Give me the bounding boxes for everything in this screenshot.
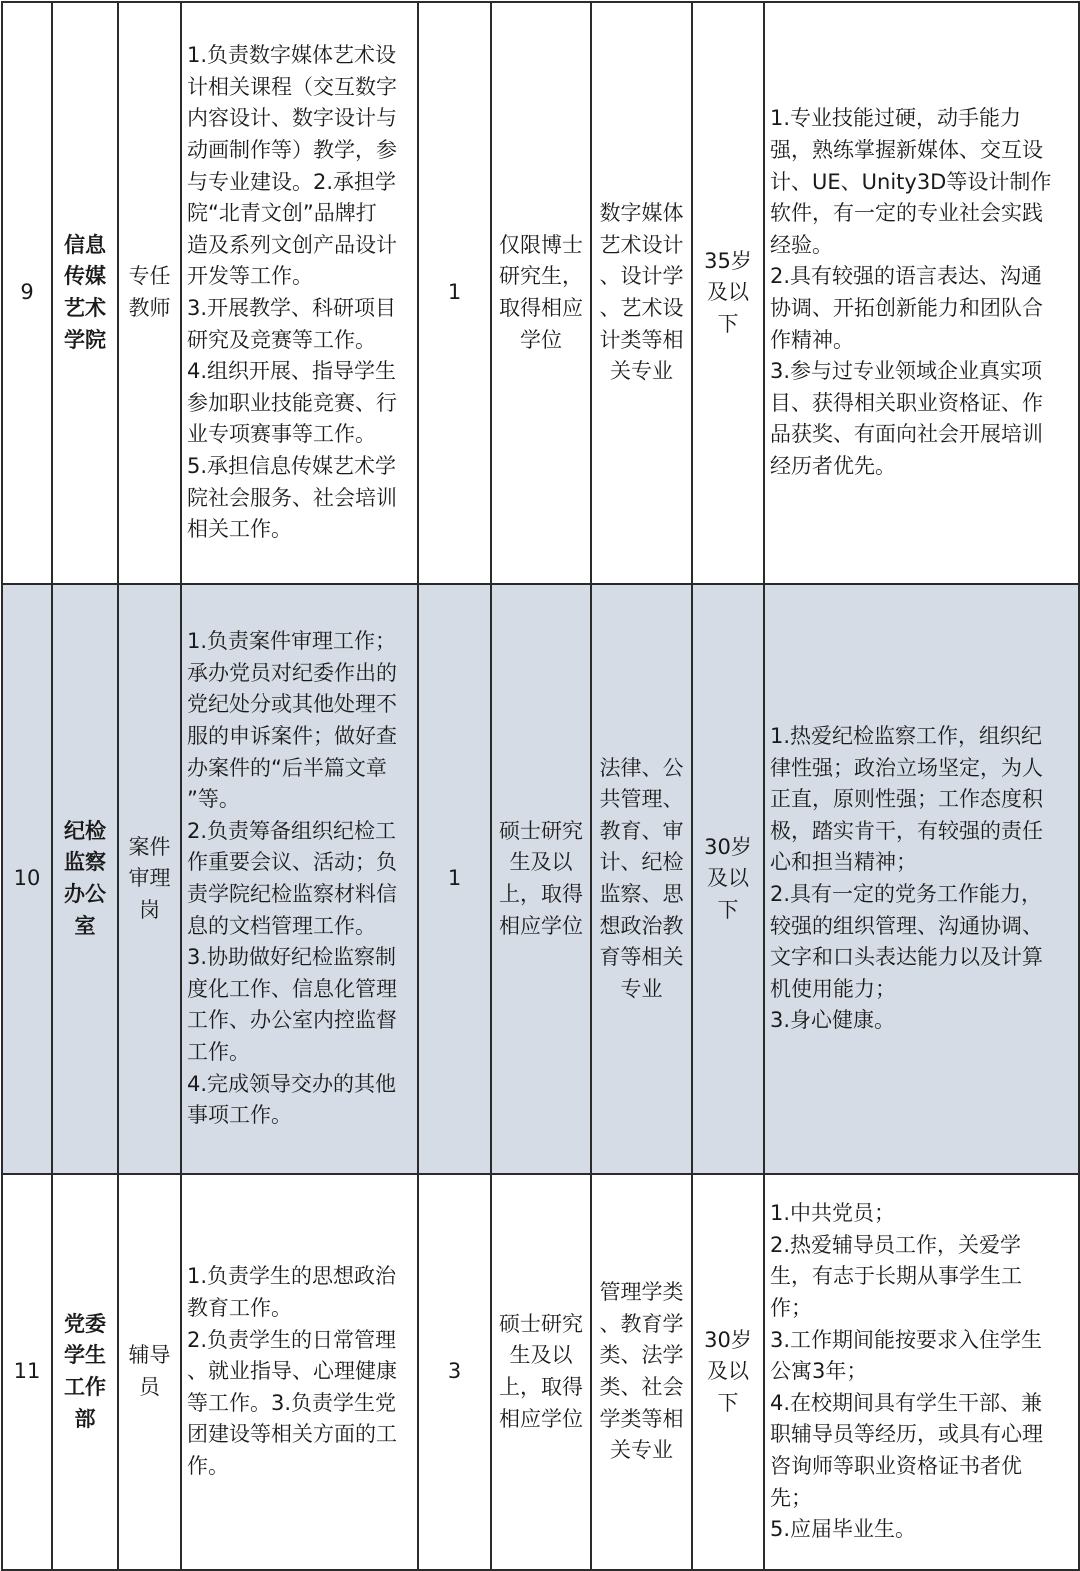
department-cell [52, 584, 118, 1174]
position-cell [118, 1174, 181, 1570]
cell-line: 硕士研究 [499, 1311, 583, 1336]
row-number: 11 [2, 1174, 52, 1570]
cell-line: 作。 [187, 1453, 229, 1478]
age-cell [692, 1174, 764, 1570]
major-cell [591, 2, 692, 584]
cell-line: 团建设等相关方面的工 [187, 1422, 397, 1447]
cell-line: 承办党员对纪委作出的 [187, 660, 397, 685]
cell-line: 教育工作。 [187, 1296, 292, 1321]
cell-line: 律性强；政治立场坚定，为人 [770, 755, 1043, 780]
cell-line: 心和担当精神； [770, 850, 917, 875]
duties-cell [181, 584, 418, 1174]
cell-line: 3.身心健康。 [770, 1008, 896, 1033]
cell-line: 3.协助做好纪检监察制 [187, 945, 397, 970]
cell-line: 共管理、 [599, 787, 684, 812]
cell-line: 机使用能力； [770, 976, 896, 1001]
cell-line: 工作 [64, 1375, 106, 1399]
cell-line: 公寓3年； [770, 1359, 868, 1384]
cell-line: 研究及竞赛等工作。 [187, 327, 376, 352]
cell-line: 办公 [64, 882, 106, 906]
headcount-cell: 1 [418, 584, 491, 1174]
cell-line: 度化工作、信息化管理 [187, 976, 397, 1001]
cell-line: 5.应届毕业生。 [770, 1517, 917, 1542]
cell-line: 室 [74, 913, 96, 938]
cell-line: 4.在校期间具有学生干部、兼 [770, 1390, 1043, 1415]
cell-line: 作精神。 [770, 327, 854, 352]
cell-line: 动画制作等）教学，参 [187, 138, 397, 163]
cell-line: 党纪处分或其他处理不 [187, 692, 397, 717]
cell-line: 监察 [64, 850, 106, 875]
cell-line: 作； [770, 1296, 812, 1321]
cell-line: 管理学类 [599, 1280, 684, 1305]
cell-line: 学院 [64, 327, 106, 352]
cell-line: 作重要会议、活动；负 [187, 850, 397, 875]
cell-line: 1.负责案件审理工作； [187, 629, 397, 654]
cell-line: 极，踏实肯干，有较强的责任 [770, 818, 1043, 843]
cell-line: 生及以 [509, 1343, 573, 1368]
cell-line: 5.承担信息传媒艺术学 [187, 453, 397, 478]
cell-line: 经验。 [770, 232, 833, 257]
cell-line: 计类等相 [599, 327, 684, 352]
cell-line: 业专项赛事等工作。 [187, 422, 376, 447]
cell-line: 类、社会 [599, 1375, 684, 1399]
cell-line: 、教育学 [599, 1311, 684, 1336]
cell-line: 1.中共党员； [770, 1201, 896, 1226]
cell-line: 经历者优先。 [770, 453, 896, 478]
cell-line: 1.热爱纪检监察工作，组织纪 [770, 724, 1043, 749]
cell-line: 生，有志于长期从事学生工 [770, 1264, 1022, 1289]
cell-line: 办案件的“后半篇文章 [187, 755, 387, 780]
cell-line: 监察、思 [599, 882, 684, 906]
age-cell [692, 584, 764, 1174]
cell-line: 等工作。3.负责学生党 [187, 1390, 397, 1415]
requirements-cell [764, 2, 1079, 584]
cell-line: 参加职业技能竞赛、行 [187, 390, 397, 415]
education-cell [491, 2, 591, 584]
recruitment-table [1, 1, 1080, 1571]
cell-line: 计、纪检 [599, 850, 684, 875]
cell-line: 30岁 [704, 1327, 752, 1352]
cell-line: 院“北青文创”品牌打 [187, 201, 377, 226]
cell-line: 及以 [707, 1359, 749, 1384]
cell-line: 岗 [139, 897, 160, 922]
cell-line: 咨询师等职业资格证书者优 [770, 1453, 1022, 1478]
cell-line: 及以 [707, 866, 749, 891]
cell-line: 及以 [707, 280, 749, 305]
cell-line: 育等相关 [599, 945, 684, 970]
cell-line: 上，取得 [499, 1375, 583, 1399]
requirements-cell [764, 584, 1079, 1174]
cell-line: 上，取得 [499, 882, 583, 906]
cell-line: 教育、审 [599, 818, 684, 843]
row-number: 9 [2, 2, 52, 584]
cell-line: 计、UE、Unity3D等设计制作 [770, 169, 1052, 194]
education-cell [491, 1174, 591, 1570]
cell-line: 息的文档管理工作。 [187, 913, 376, 938]
duties-cell [181, 2, 418, 584]
cell-line: 4.组织开展、指导学生 [187, 359, 397, 384]
cell-line: 专业 [620, 976, 663, 1001]
cell-line: 取得相应 [499, 296, 583, 320]
cell-line: 2.具有一定的党务工作能力， [770, 882, 1043, 906]
requirements-cell [764, 1174, 1079, 1570]
cell-line: 30岁 [704, 834, 752, 859]
table-row-11 [2, 1174, 1079, 1570]
cell-line: 法律、公 [599, 755, 684, 780]
cell-line: 纪检 [64, 818, 106, 843]
cell-line: 传媒 [64, 264, 106, 289]
cell-line: 下 [717, 1390, 739, 1415]
cell-line: 服的申诉案件；做好查 [187, 724, 397, 749]
cell-line: 艺术设计 [599, 232, 684, 257]
cell-line: 、设计学 [599, 264, 684, 289]
cell-line: 内容设计、数字设计与 [187, 106, 397, 131]
cell-line: 下 [717, 311, 739, 336]
cell-line: 先； [770, 1485, 812, 1510]
cell-line: 部 [74, 1406, 96, 1431]
row-number: 10 [2, 584, 52, 1174]
cell-line: 目、获得相关职业资格证、作 [770, 390, 1043, 415]
cell-line: 仅限博士 [499, 232, 583, 257]
cell-line: 2.具有较强的语言表达、沟通 [770, 264, 1043, 289]
cell-line: 软件，有一定的专业社会实践 [770, 201, 1043, 226]
table-row-9 [2, 2, 1079, 584]
major-cell [591, 1174, 692, 1570]
cell-line: 学生 [64, 1343, 106, 1368]
cell-line: 教师 [128, 296, 171, 320]
cell-line: 2.热爱辅导员工作，关爱学 [770, 1232, 1022, 1257]
age-cell [692, 2, 764, 584]
cell-line: 文字和口头表达能力以及计算 [770, 945, 1043, 970]
cell-line: 计相关课程（交互数字 [187, 74, 397, 99]
cell-line: 较强的组织管理、沟通协调、 [770, 913, 1043, 938]
cell-line: 关专业 [610, 359, 673, 384]
cell-line: ”等。 [187, 787, 240, 812]
cell-line: 关专业 [610, 1438, 673, 1463]
headcount-cell: 1 [418, 2, 491, 584]
cell-line: 工作、办公室内控监督 [187, 1008, 397, 1033]
cell-line: 想政治教 [599, 913, 684, 938]
cell-line: 审理 [128, 866, 171, 891]
cell-line: 数字媒体 [599, 201, 684, 226]
cell-line: 责学院纪检监察材料信 [187, 882, 397, 906]
cell-line: 相应学位 [499, 913, 583, 938]
cell-line: 案件 [128, 834, 171, 859]
position-cell [118, 2, 181, 584]
cell-line: 4.完成领导交办的其他 [187, 1071, 397, 1096]
cell-line: 专任 [128, 264, 171, 289]
cell-line: 员 [139, 1375, 160, 1399]
cell-line: 党委 [64, 1311, 106, 1336]
major-cell [591, 584, 692, 1174]
cell-line: 学位 [520, 327, 562, 352]
cell-line: 生及以 [509, 850, 573, 875]
cell-line: 类、法学 [599, 1343, 684, 1368]
cell-line: 职辅导员等经历，或具有心理 [770, 1422, 1043, 1447]
cell-line: 强，熟练掌握新媒体、交互设 [770, 138, 1043, 163]
cell-line: 造及系列文创产品设计 [187, 232, 397, 257]
headcount-cell: 3 [418, 1174, 491, 1570]
education-cell [491, 584, 591, 1174]
cell-line: 下 [717, 897, 739, 922]
cell-line: 信息 [64, 232, 106, 257]
cell-line: 开发等工作。 [187, 264, 313, 289]
table-body [2, 2, 1079, 1570]
cell-line: 相应学位 [499, 1406, 583, 1431]
cell-line: 2.负责筹备组织纪检工 [187, 818, 397, 843]
cell-line: 相关工作。 [187, 517, 292, 542]
cell-line: 硕士研究 [499, 818, 583, 843]
cell-line: 35岁 [704, 248, 752, 273]
cell-line: 品获奖、有面向社会开展培训 [770, 422, 1043, 447]
cell-line: 辅导 [128, 1343, 171, 1368]
cell-line: 、艺术设 [599, 296, 684, 320]
cell-line: 正直，原则性强；工作态度积 [770, 787, 1043, 812]
cell-line: 2.负责学生的日常管理 [187, 1327, 397, 1352]
cell-line: 院社会服务、社会培训 [187, 485, 397, 510]
cell-line: 事项工作。 [187, 1103, 292, 1128]
department-cell [52, 2, 118, 584]
position-cell [118, 584, 181, 1174]
cell-line: 协调、开拓创新能力和团队合 [770, 296, 1043, 320]
table-row-10 [2, 584, 1079, 1174]
cell-line: 学类等相 [599, 1406, 684, 1431]
cell-line: 3.工作期间能按要求入住学生 [770, 1327, 1043, 1352]
cell-line: 1.专业技能过硬，动手能力 [770, 106, 1022, 131]
cell-line: 1.负责学生的思想政治 [187, 1264, 397, 1289]
cell-line: 3.参与过专业领域企业真实项 [770, 359, 1043, 384]
cell-line: 与专业建设。2.承担学 [187, 169, 397, 194]
cell-line: 3.开展教学、科研项目 [187, 296, 397, 320]
cell-line: 工作。 [187, 1039, 250, 1064]
cell-line: 、就业指导、心理健康 [187, 1359, 397, 1384]
cell-line: 艺术 [64, 296, 106, 320]
cell-line: 研究生， [499, 264, 583, 289]
cell-line: 1.负责数字媒体艺术设 [187, 43, 397, 68]
department-cell [52, 1174, 118, 1570]
duties-cell [181, 1174, 418, 1570]
